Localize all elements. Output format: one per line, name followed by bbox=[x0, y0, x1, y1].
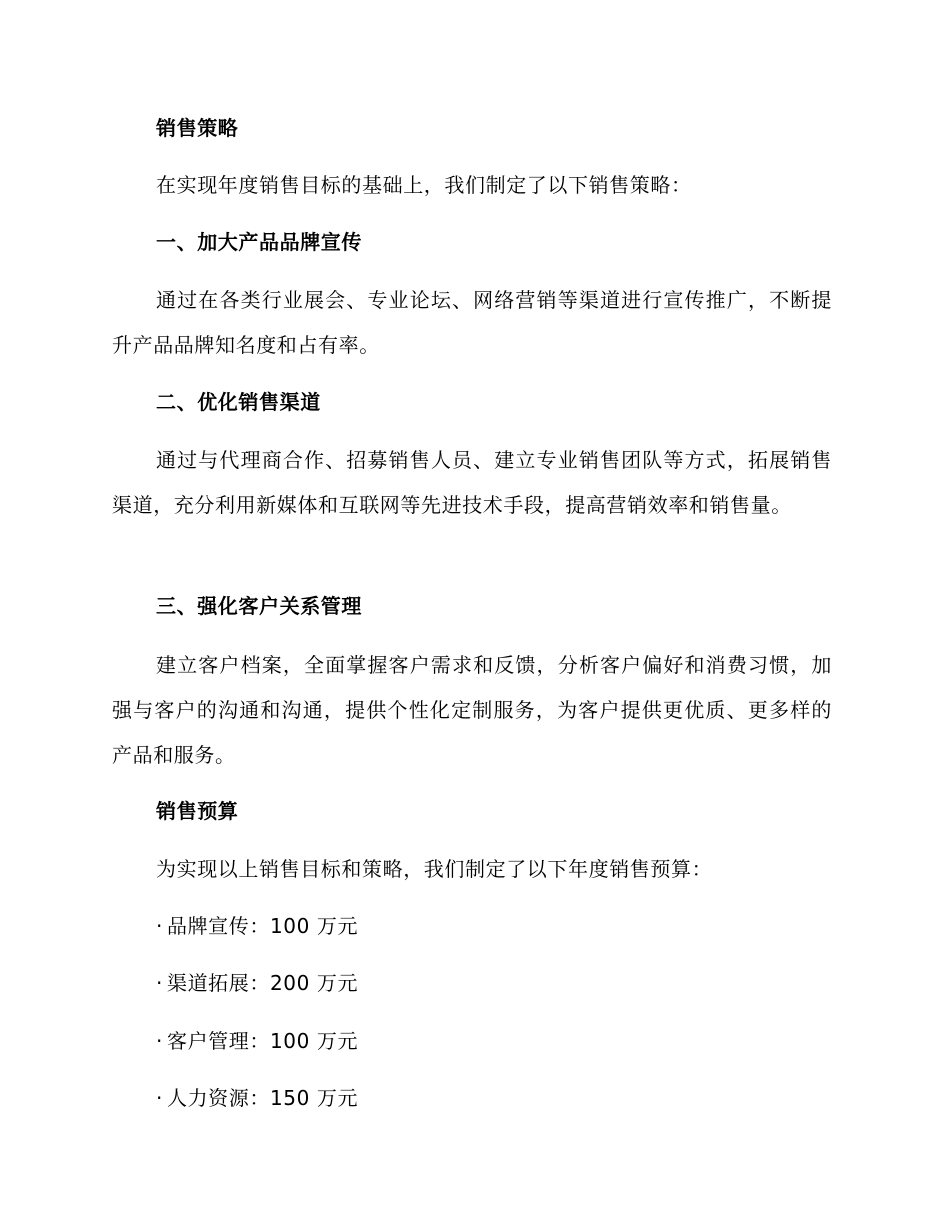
paragraph-brand-promotion: 通过在各类行业展会、专业论坛、网络营销等渠道进行宣传推广，不断提升产品品牌知名度和占有率。 bbox=[112, 288, 832, 357]
budget-item-text: 客户管理：100 万元 bbox=[166, 1029, 359, 1053]
paragraph-strategy-intro: 在实现年度销售目标的基础上，我们制定了以下销售策略： bbox=[156, 173, 692, 197]
paragraph-channel-optimization: 通过与代理商合作、招募销售人员、建立专业销售团队等方式，拓展销售渠道，充分利用新媒体和互联网等先进技术手段，提高营销效率和销售量。 bbox=[112, 448, 832, 517]
budget-item-text: 品牌宣传：100 万元 bbox=[166, 914, 359, 938]
bullet-icon: · bbox=[156, 914, 163, 938]
paragraph-customer-relationship: 建立客户档案，全面掌握客户需求和反馈，分析客户偏好和消费习惯，加强与客户的沟通和沟通，提供个性化定制服务，为客户提供更优质、更多样的产品和服务。 bbox=[112, 653, 832, 767]
bullet-icon: · bbox=[156, 1086, 163, 1110]
section-title-customer-relationship: 三、强化客户关系管理 bbox=[156, 594, 362, 618]
section-title-brand-promotion: 一、加大产品品牌宣传 bbox=[156, 230, 362, 254]
section-title-channel-optimization: 二、优化销售渠道 bbox=[156, 390, 321, 414]
heading-sales-strategy: 销售策略 bbox=[156, 116, 239, 140]
budget-item-text: 渠道拓展：200 万元 bbox=[166, 971, 359, 995]
list-item bbox=[156, 1076, 832, 1121]
paragraph-budget-intro: 为实现以上销售目标和策略，我们制定了以下年度销售预算： bbox=[156, 857, 713, 881]
list-item bbox=[156, 961, 832, 1006]
heading-sales-budget: 销售预算 bbox=[156, 799, 239, 823]
list-item bbox=[156, 1019, 832, 1064]
bullet-icon: · bbox=[156, 1029, 163, 1053]
list-item bbox=[156, 904, 832, 949]
budget-item-text: 人力资源：150 万元 bbox=[166, 1086, 359, 1110]
bullet-icon: · bbox=[156, 971, 163, 995]
